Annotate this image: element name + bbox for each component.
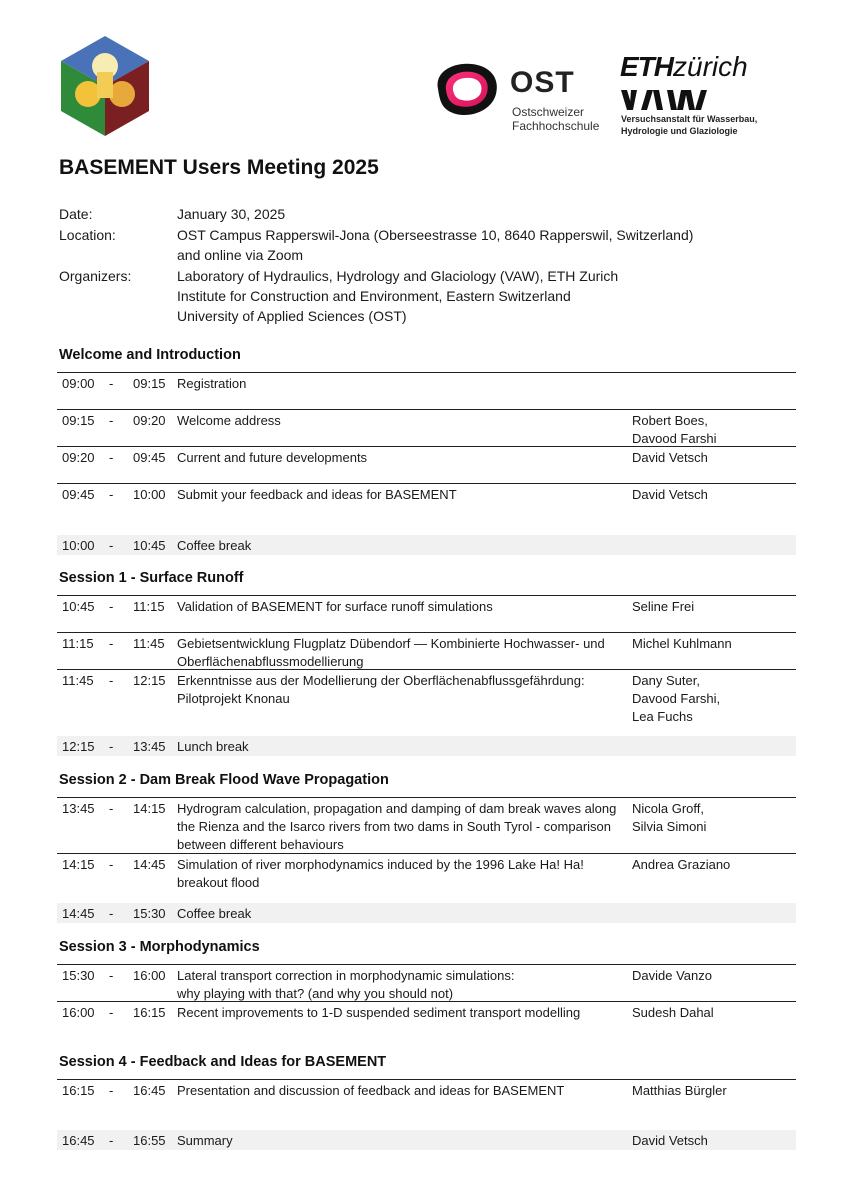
organizers-row: [59, 266, 759, 326]
schedule-row: [57, 446, 796, 483]
end-time: 14:45: [133, 857, 166, 872]
eth-wordmark-bold: ETH: [620, 51, 673, 82]
location-value: OST Campus Rapperswil-Jona (Oberseestrasse 10, 8640 Rapperswil, Switzerland) and online via Zoom: [177, 227, 694, 263]
date-value: January 30, 2025: [177, 206, 286, 222]
time-dash: -: [109, 1005, 114, 1020]
time-dash: -: [109, 801, 114, 816]
talk-title: Welcome address: [177, 413, 281, 428]
section-heading-session-1: Session 1 - Surface Runoff: [59, 570, 244, 586]
time-dash: -: [109, 450, 114, 465]
eth-wordmark-regular: zürich: [673, 51, 748, 82]
schedule-row: [57, 483, 796, 533]
schedule-row: [57, 595, 796, 632]
time-dash: -: [109, 906, 114, 921]
talk-title: Simulation of river morphodynamics induced by the 1996 Lake Ha! Ha! breakout flood: [177, 857, 584, 890]
speaker: Nicola Groff, Silvia Simoni: [632, 801, 707, 834]
talk-title: Validation of BASEMENT for surface runoff simulations: [177, 599, 493, 614]
speaker: David Vetsch: [632, 1133, 708, 1148]
page-title: BASEMENT Users Meeting 2025: [59, 156, 379, 179]
start-time: 11:15: [62, 636, 94, 651]
time-dash: -: [109, 739, 114, 754]
start-time: 09:20: [62, 450, 95, 465]
end-time: 10:00: [133, 487, 166, 502]
start-time: 14:45: [62, 906, 95, 921]
schedule-row: [57, 1001, 796, 1038]
schedule-row: [57, 632, 796, 669]
break-row: [57, 736, 796, 756]
time-dash: -: [109, 1133, 114, 1148]
break-row: [57, 535, 796, 555]
end-time: 16:45: [133, 1083, 166, 1098]
end-time: 12:15: [133, 673, 166, 688]
time-dash: -: [109, 857, 114, 872]
talk-title: Hydrogram calculation, propagation and damping of dam break waves along the Rienza and the Isarco rivers from two dams in South Tyrol - comparison between different behaviours: [177, 801, 617, 852]
time-dash: -: [109, 599, 114, 614]
time-dash: -: [109, 636, 114, 651]
start-time: 16:45: [62, 1133, 95, 1148]
start-time: 09:15: [62, 413, 95, 428]
schedule-row: [57, 964, 796, 1001]
section-heading-session-4: Session 4 - Feedback and Ideas for BASEMENT: [59, 1054, 387, 1070]
end-time: 09:20: [133, 413, 166, 428]
start-time: 10:00: [62, 538, 95, 553]
basement-logo: [61, 36, 149, 136]
speaker: Andrea Graziano: [632, 857, 731, 872]
time-dash: -: [109, 413, 114, 428]
start-time: 14:15: [62, 857, 95, 872]
location-label: Location:: [59, 227, 116, 243]
start-time: 15:30: [62, 968, 95, 983]
end-time: 16:55: [133, 1133, 166, 1148]
time-dash: -: [109, 376, 114, 391]
time-dash: -: [109, 538, 114, 553]
schedule-row: [57, 1079, 796, 1123]
eth-wordmark: [620, 52, 748, 82]
time-dash: -: [109, 673, 114, 688]
talk-title: Summary: [177, 1133, 233, 1148]
schedule-row: [57, 669, 796, 731]
talk-title: Registration: [177, 376, 247, 391]
start-time: 16:15: [62, 1083, 95, 1098]
time-dash: -: [109, 1083, 114, 1098]
summary-row: [57, 1130, 796, 1150]
schedule-row: [57, 797, 796, 853]
speaker: Michel Kuhlmann: [632, 636, 732, 651]
end-time: 11:15: [133, 599, 165, 614]
end-time: 09:15: [133, 376, 166, 391]
ost-name: OST: [510, 66, 575, 99]
vaw-subtitle: Versuchsanstalt für Wasserbau, Hydrologie und Glaziologie: [621, 114, 758, 136]
ost-logo: [428, 56, 608, 136]
schedule-row: [57, 853, 796, 899]
break-title: Coffee break: [177, 906, 252, 921]
speaker: Robert Boes, Davood Farshi: [632, 413, 717, 446]
talk-title: Current and future developments: [177, 450, 368, 465]
end-time: 16:00: [133, 968, 166, 983]
end-time: 16:15: [133, 1005, 166, 1020]
date-row: [59, 204, 759, 224]
break-title: Coffee break: [177, 538, 252, 553]
start-time: 09:00: [62, 376, 95, 391]
section-heading-session-2: Session 2 - Dam Break Flood Wave Propagation: [59, 772, 389, 788]
talk-title: Recent improvements to 1-D suspended sediment transport modelling: [177, 1005, 581, 1020]
talk-title: Presentation and discussion of feedback and ideas for BASEMENT: [177, 1083, 565, 1098]
ost-subtitle: Ostschweizer Fachhochschule: [512, 105, 600, 133]
start-time: 11:45: [62, 673, 94, 688]
speaker: Davide Vanzo: [632, 968, 712, 983]
start-time: 09:45: [62, 487, 95, 502]
break-title: Lunch break: [177, 739, 249, 754]
date-label: Date:: [59, 206, 93, 222]
start-time: 12:15: [62, 739, 95, 754]
start-time: 10:45: [62, 599, 95, 614]
start-time: 13:45: [62, 801, 95, 816]
end-time: 15:30: [133, 906, 166, 921]
time-dash: -: [109, 968, 114, 983]
schedule-row: [57, 409, 796, 446]
organizers-value: Laboratory of Hydraulics, Hydrology and Glaciology (VAW), ETH Zurich Institute for Construction and Environment, Eastern Switzerland University of Applied Sciences (OST): [177, 268, 619, 324]
talk-title: Erkenntnisse aus der Modellierung der Oberflächenabflussgefährdung: Pilotprojekt Knonau: [177, 673, 585, 706]
time-dash: -: [109, 487, 114, 502]
talk-title: Gebietsentwicklung Flugplatz Dübendorf — Kombinierte Hochwasser- und Oberflächenabflussmodellierung: [177, 636, 605, 669]
talk-title: Submit your feedback and ideas for BASEMENT: [177, 487, 457, 502]
location-row: [59, 225, 759, 265]
break-row: [57, 903, 796, 923]
speaker: David Vetsch: [632, 487, 708, 502]
start-time: 16:00: [62, 1005, 95, 1020]
speaker: David Vetsch: [632, 450, 708, 465]
speaker: Seline Frei: [632, 599, 695, 614]
end-time: 09:45: [133, 450, 166, 465]
talk-title: Lateral transport correction in morphodynamic simulations: why playing with that? (and why you should not): [177, 968, 515, 1001]
speaker: Matthias Bürgler: [632, 1083, 727, 1098]
ost-ring-icon: [428, 58, 502, 120]
speaker: Dany Suter, Davood Farshi, Lea Fuchs: [632, 673, 721, 724]
end-time: 10:45: [133, 538, 166, 553]
organizers-label: Organizers:: [59, 268, 132, 284]
end-time: 11:45: [133, 636, 165, 651]
schedule-row: [57, 372, 796, 409]
meeting-details: [59, 204, 759, 326]
eth-logo: [620, 52, 780, 142]
speaker: Sudesh Dahal: [632, 1005, 714, 1020]
end-time: 13:45: [133, 739, 166, 754]
vaw-mark-icon: [621, 90, 707, 110]
section-heading-session-3: Session 3 - Morphodynamics: [59, 939, 260, 955]
end-time: 14:15: [133, 801, 166, 816]
section-heading-welcome: Welcome and Introduction: [59, 347, 241, 363]
